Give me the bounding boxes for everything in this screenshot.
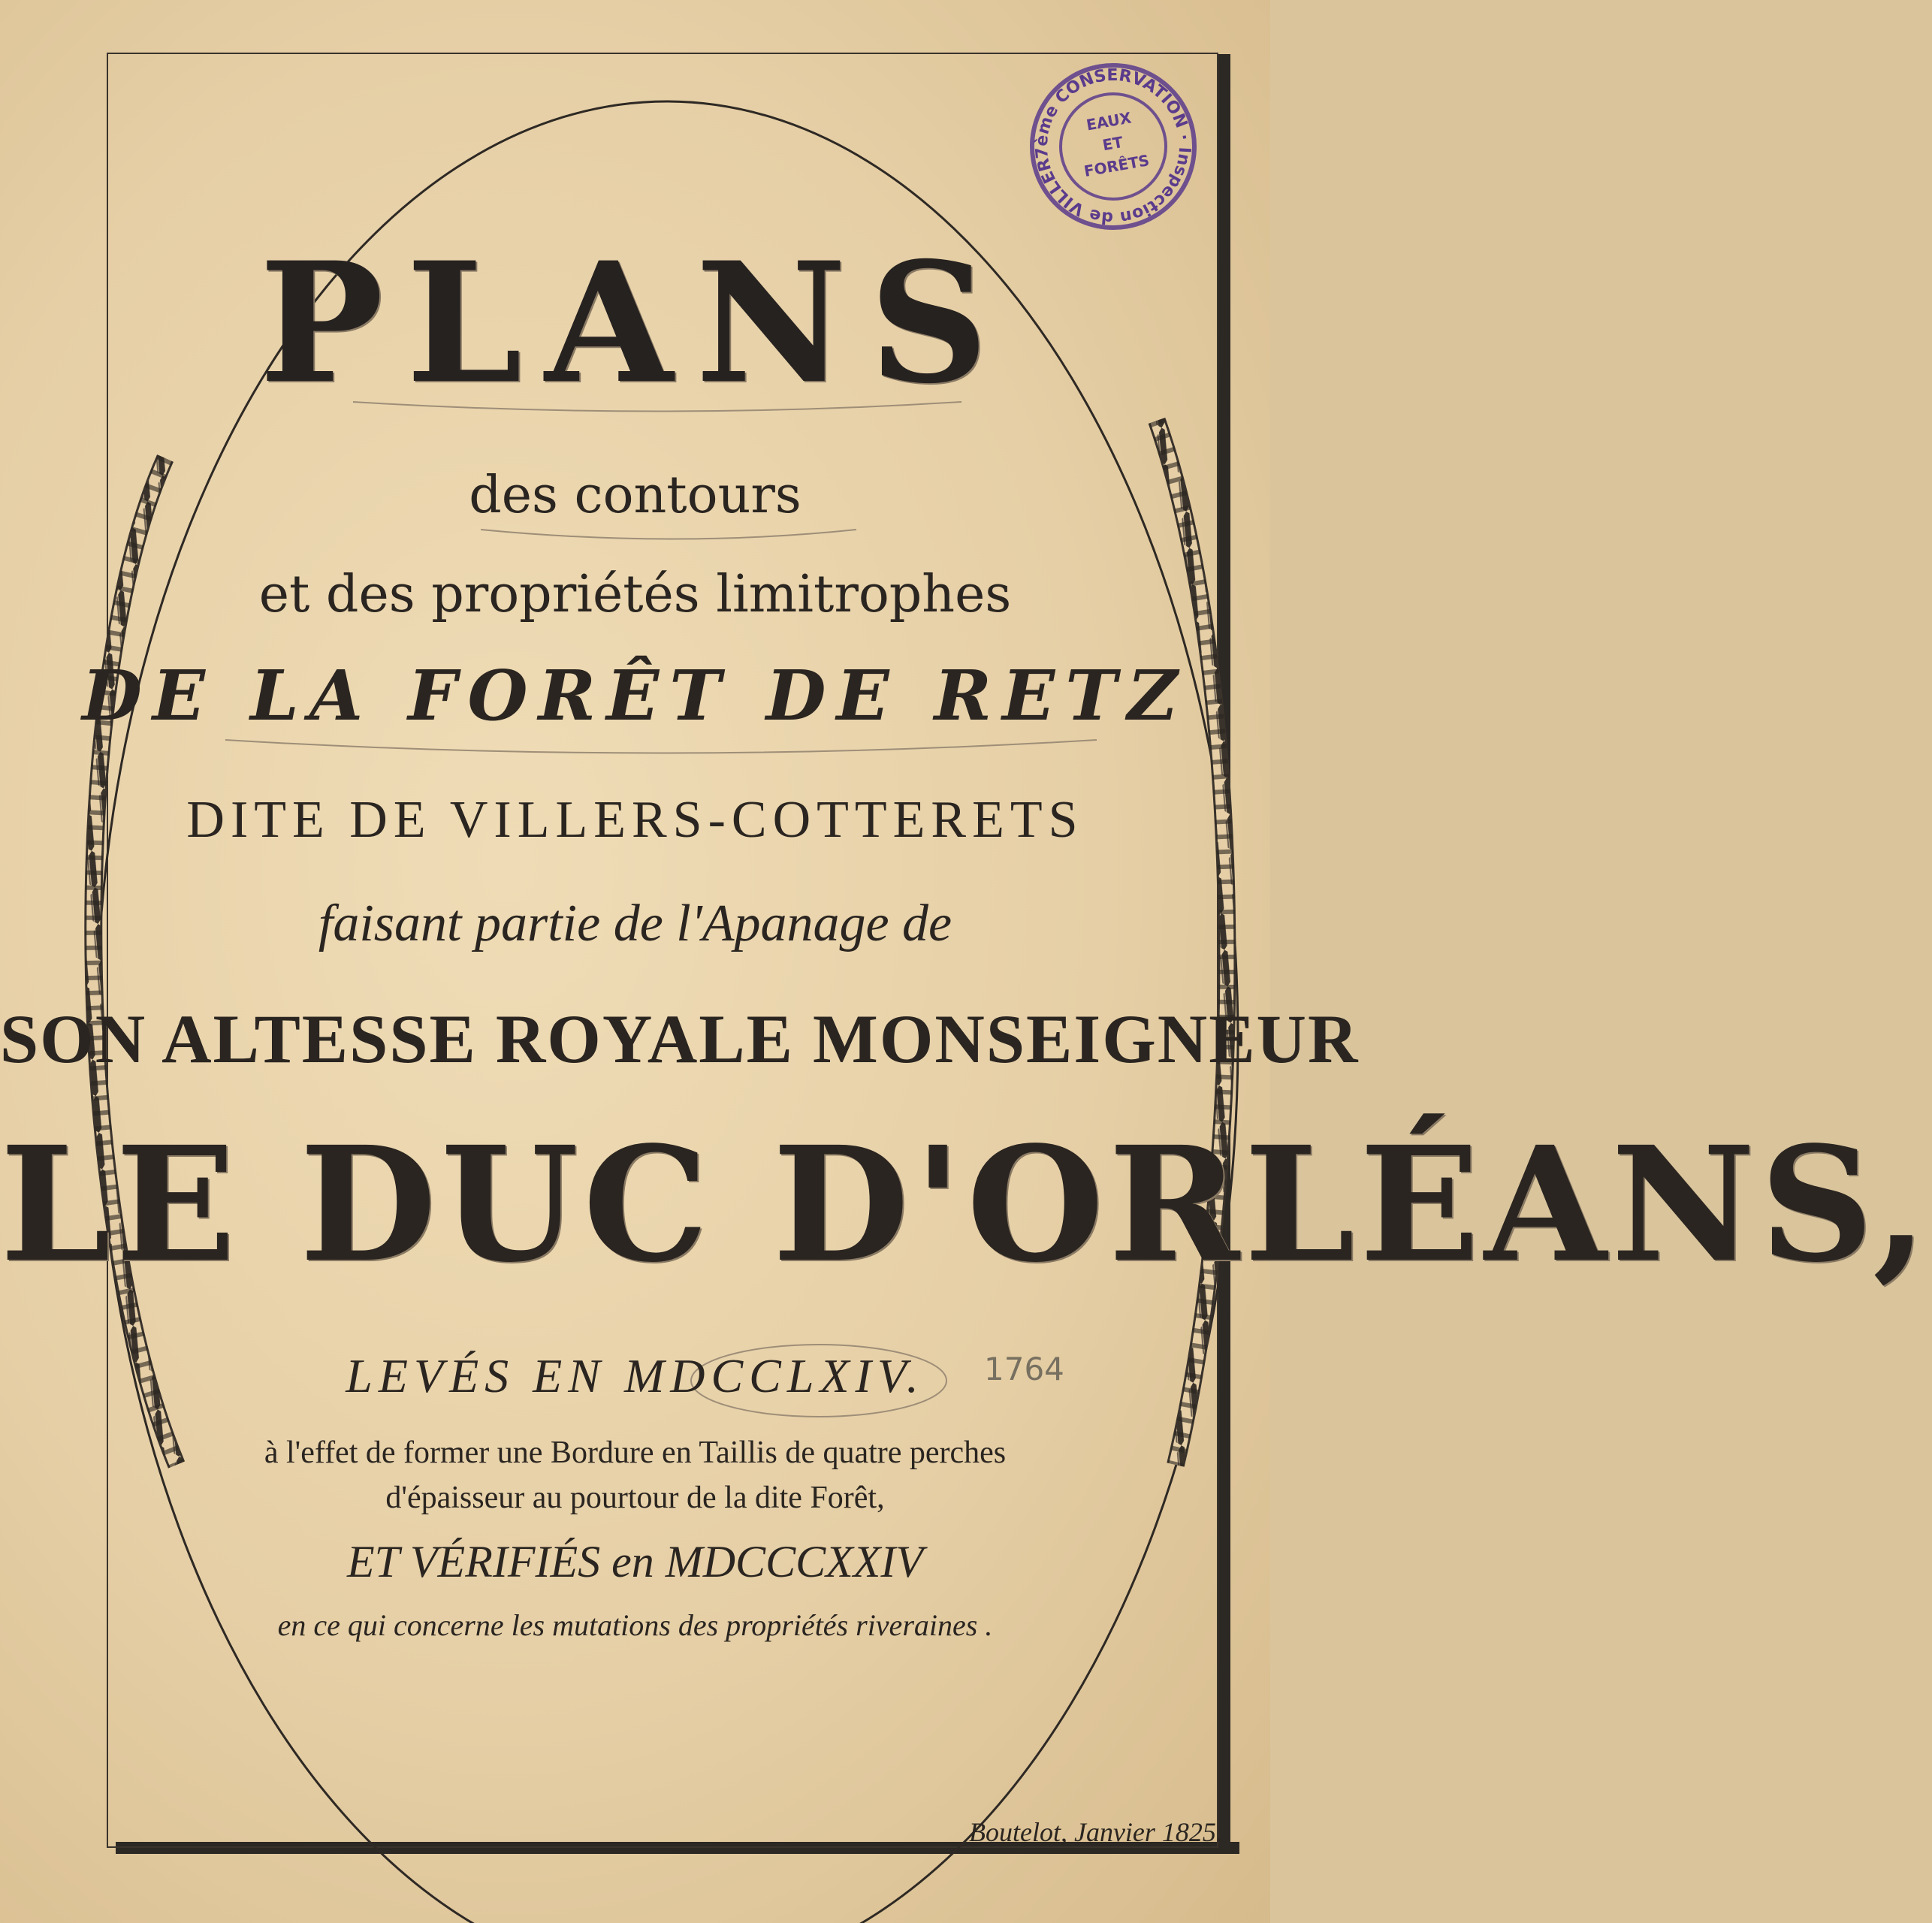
line-faisant: faisant partie de l'Apanage de (318, 895, 952, 952)
signature: Boutelot, Janvier 1825. (969, 1817, 1223, 1847)
line-epaisseur: d'épaisseur au pourtour de la dite Forêt, (385, 1481, 885, 1515)
pencil-annotation: 1764 (984, 1351, 1064, 1387)
line-foret: DE LA FORÊT DE RETZ (82, 655, 1188, 736)
stamp-outer-text: 7ème CONSERVATION · Inspection de VILLERS-COTTERETS (1032, 65, 1194, 228)
line-effet: à l'effet de former une Bordure en Taillis de quatre perches (264, 1435, 1007, 1470)
stamp-inner-1: EAUX (1085, 108, 1133, 134)
line-dite: DITE DE VILLERS-COTTERETS (186, 791, 1084, 849)
title-plans: PLANS (259, 225, 1011, 420)
line-contours: des contours (469, 466, 801, 525)
line-proprietes: et des propriétés limitrophes (258, 565, 1012, 624)
stamp-inner-3: FORÊTS (1082, 151, 1151, 181)
line-leves: LEVÉS EN MDCCLXIV. (346, 1349, 925, 1402)
line-concerne: en ce qui concerne les mutations des propriétés riveraines . (277, 1608, 993, 1642)
line-duc: LE DUC D'ORLÉANS, (0, 1112, 1932, 1297)
stamp-inner-2: ET (1100, 132, 1124, 155)
line-verifies: ET VÉRIFIÉS en MDCCCXXIV (346, 1537, 924, 1586)
line-altesse: SON ALTESSE ROYALE MONSEIGNEUR (0, 1001, 1360, 1077)
